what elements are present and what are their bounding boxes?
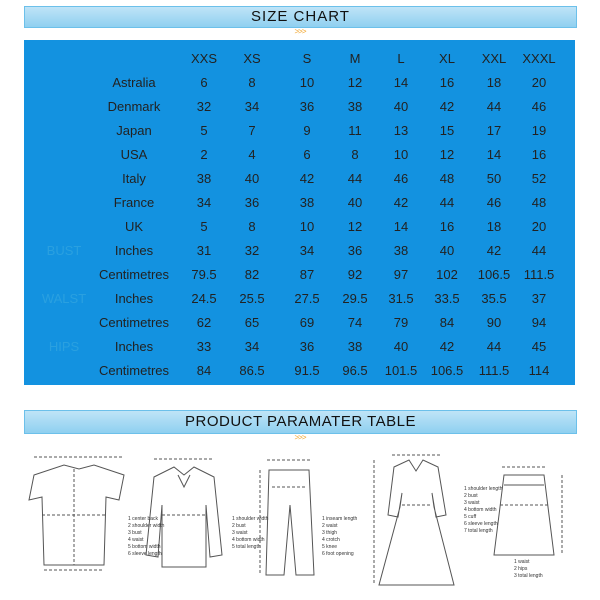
size-cell: 36: [299, 99, 315, 114]
size-cell: 102: [436, 267, 458, 282]
product-table-title: PRODUCT PARAMATER TABLE: [185, 413, 416, 430]
size-cell: 79.5: [191, 267, 217, 282]
size-cell: 38: [393, 243, 409, 258]
size-cell: 52: [531, 171, 547, 186]
size-cell: 34: [244, 99, 260, 114]
size-chart-title: SIZE CHART: [251, 8, 350, 25]
size-cell: 34: [299, 243, 315, 258]
size-cell: 18: [486, 75, 502, 90]
size-cell: 42: [486, 243, 502, 258]
size-header: S: [302, 51, 312, 66]
legend-item: 4 waist: [128, 537, 144, 543]
size-cell: 33: [196, 339, 212, 354]
size-header: M: [349, 51, 361, 66]
size-cell: 96.5: [342, 363, 368, 378]
country-label: Japan: [116, 123, 152, 138]
size-cell: 20: [531, 75, 547, 90]
size-cell: 8: [351, 147, 359, 162]
size-cell: 5: [200, 219, 208, 234]
size-header: XXL: [481, 51, 507, 66]
size-cell: 37: [531, 291, 547, 306]
measure-unit-label: Centimetres: [98, 315, 170, 330]
skirt-diagram: [494, 467, 562, 555]
country-label: Italy: [122, 171, 146, 186]
size-cell: 14: [393, 75, 409, 90]
country-label: Denmark: [107, 99, 161, 114]
size-cell: 10: [393, 147, 409, 162]
size-cell: 44: [347, 171, 363, 186]
size-cell: 6: [200, 75, 208, 90]
size-cell: 106.5: [477, 267, 511, 282]
size-header: XL: [439, 51, 455, 66]
size-cell: 42: [393, 195, 409, 210]
size-cell: 40: [244, 171, 260, 186]
legend-item: 2 shoulder width: [128, 523, 165, 529]
country-label: France: [113, 195, 155, 210]
size-cell: 91.5: [294, 363, 320, 378]
size-cell: 32: [196, 99, 212, 114]
size-cell: 65: [244, 315, 260, 330]
measure-unit-label: Inches: [114, 339, 154, 354]
legend-item: 2 waist: [322, 523, 338, 529]
measure-unit-label: Inches: [114, 243, 154, 258]
size-cell: 45: [531, 339, 547, 354]
size-cell: 86.5: [239, 363, 265, 378]
legend-item: 6 foot opening: [322, 551, 354, 557]
measure-group-label: HIPS: [48, 339, 80, 354]
legend-item: 3 waist: [232, 530, 248, 536]
size-cell: 7: [248, 123, 256, 138]
size-cell: 12: [439, 147, 455, 162]
size-cell: 38: [196, 171, 212, 186]
size-cell: 46: [486, 195, 502, 210]
size-cell: 46: [531, 99, 547, 114]
chevron-icon: >>>: [294, 27, 306, 36]
size-cell: 19: [531, 123, 547, 138]
chevron-icon: >>>: [294, 433, 306, 442]
legend-item: 3 thigh: [322, 530, 338, 536]
legend-item: 1 inseam length: [322, 516, 358, 522]
dress-diagram: [374, 455, 454, 585]
size-cell: 31.5: [388, 291, 414, 306]
size-cell: 38: [347, 339, 363, 354]
size-cell: 34: [196, 195, 212, 210]
garment-diagrams: [24, 445, 575, 595]
size-cell: 97: [393, 267, 409, 282]
size-chart-table: [24, 40, 575, 385]
legend-item: 2 hips: [514, 566, 528, 572]
size-cell: 24.5: [191, 291, 217, 306]
size-cell: 34: [244, 339, 260, 354]
size-cell: 36: [244, 195, 260, 210]
size-cell: 40: [347, 195, 363, 210]
size-cell: 11: [348, 123, 362, 138]
size-cell: 40: [393, 99, 409, 114]
legend-item: 5 cuff: [464, 514, 477, 520]
size-cell: 17: [486, 123, 502, 138]
size-cell: 38: [347, 99, 363, 114]
size-cell: 12: [347, 219, 363, 234]
size-cell: 14: [393, 219, 409, 234]
size-cell: 40: [439, 243, 455, 258]
size-cell: 2: [200, 147, 208, 162]
size-cell: 42: [299, 171, 315, 186]
size-cell: 20: [531, 219, 547, 234]
country-label: USA: [120, 147, 148, 162]
legend-item: 4 bottom width: [464, 507, 497, 513]
size-cell: 8: [248, 75, 256, 90]
size-cell: 84: [439, 315, 455, 330]
size-cell: 106.5: [430, 363, 464, 378]
size-cell: 87: [299, 267, 315, 282]
legend-item: 5 total length: [232, 544, 261, 550]
size-cell: 74: [347, 315, 363, 330]
size-cell: 48: [531, 195, 547, 210]
size-cell: 18: [486, 219, 502, 234]
size-cell: 35.5: [481, 291, 507, 306]
size-cell: 33.5: [434, 291, 460, 306]
size-cell: 10: [299, 219, 315, 234]
size-cell: 10: [299, 75, 315, 90]
size-cell: 46: [393, 171, 409, 186]
size-cell: 13: [393, 123, 409, 138]
size-cell: 92: [347, 267, 363, 282]
size-header: XXS: [190, 51, 217, 66]
legend-item: 3 bust: [128, 530, 142, 536]
size-cell: 16: [439, 75, 455, 90]
size-cell: 114: [528, 363, 550, 378]
size-cell: 42: [439, 339, 455, 354]
size-cell: 82: [244, 267, 260, 282]
legend-item: 2 bust: [232, 523, 246, 529]
size-cell: 4: [248, 147, 256, 162]
size-cell: 44: [486, 339, 502, 354]
size-cell: 62: [196, 315, 212, 330]
legend-item: 5 knee: [322, 544, 338, 550]
size-cell: 15: [439, 123, 455, 138]
legend-item: 2 bust: [464, 493, 478, 499]
size-cell: 27.5: [294, 291, 320, 306]
size-cell: 36: [299, 339, 315, 354]
legend-item: 6 sleeve length: [128, 551, 162, 557]
size-cell: 50: [486, 171, 502, 186]
product-table-banner: [24, 410, 577, 434]
size-cell: 32: [244, 243, 260, 258]
size-cell: 25.5: [239, 291, 265, 306]
size-cell: 44: [486, 99, 502, 114]
size-cell: 40: [393, 339, 409, 354]
size-header: L: [397, 51, 405, 66]
legend-item: 1 shoulder length: [464, 486, 503, 492]
size-cell: 9: [303, 123, 311, 138]
size-chart-banner: [24, 6, 577, 28]
size-cell: 16: [439, 219, 455, 234]
legend-item: 3 total length: [514, 573, 543, 579]
size-cell: 101.5: [384, 363, 418, 378]
size-cell: 90: [486, 315, 502, 330]
size-cell: 29.5: [342, 291, 368, 306]
measure-group-label: WALST: [41, 291, 87, 306]
size-cell: 36: [347, 243, 363, 258]
legend-item: 1 center back: [128, 516, 159, 522]
size-cell: 12: [347, 75, 363, 90]
size-cell: 84: [196, 363, 212, 378]
country-label: UK: [124, 219, 144, 234]
size-cell: 69: [299, 315, 315, 330]
legend-item: 4 bottom width: [232, 537, 265, 543]
size-cell: 38: [299, 195, 315, 210]
measure-unit-label: Centimetres: [98, 363, 170, 378]
size-cell: 79: [393, 315, 409, 330]
legend-item: 1 shoulder width: [232, 516, 269, 522]
size-cell: 14: [486, 147, 502, 162]
size-cell: 48: [439, 171, 455, 186]
garment-illustrations: [24, 445, 575, 595]
size-cell: 111.5: [523, 267, 555, 282]
legend-item: 5 bottom width: [128, 544, 161, 550]
size-cell: 94: [531, 315, 547, 330]
measure-group-label: BUST: [46, 243, 82, 258]
size-cell: 44: [531, 243, 547, 258]
size-cell: 111.5: [478, 363, 510, 378]
legend-item: 1 waist: [514, 559, 530, 565]
size-cell: 42: [439, 99, 455, 114]
top-diagram: [29, 457, 124, 570]
size-cell: 31: [196, 243, 212, 258]
size-cell: 16: [531, 147, 547, 162]
measure-unit-label: Inches: [114, 291, 154, 306]
legend-item: 6 sleeve length: [464, 521, 498, 527]
country-label: Astralia: [112, 75, 156, 90]
legend-item: 4 crotch: [322, 537, 340, 543]
legend-item: 3 waist: [464, 500, 480, 506]
size-cell: 6: [303, 147, 311, 162]
size-cell: 44: [439, 195, 455, 210]
size-header: XS: [243, 51, 261, 66]
size-cell: 5: [200, 123, 208, 138]
size-header: XXXL: [522, 51, 556, 66]
size-cell: 8: [248, 219, 256, 234]
measure-unit-label: Centimetres: [98, 267, 170, 282]
legend-item: 7 total length: [464, 528, 493, 534]
